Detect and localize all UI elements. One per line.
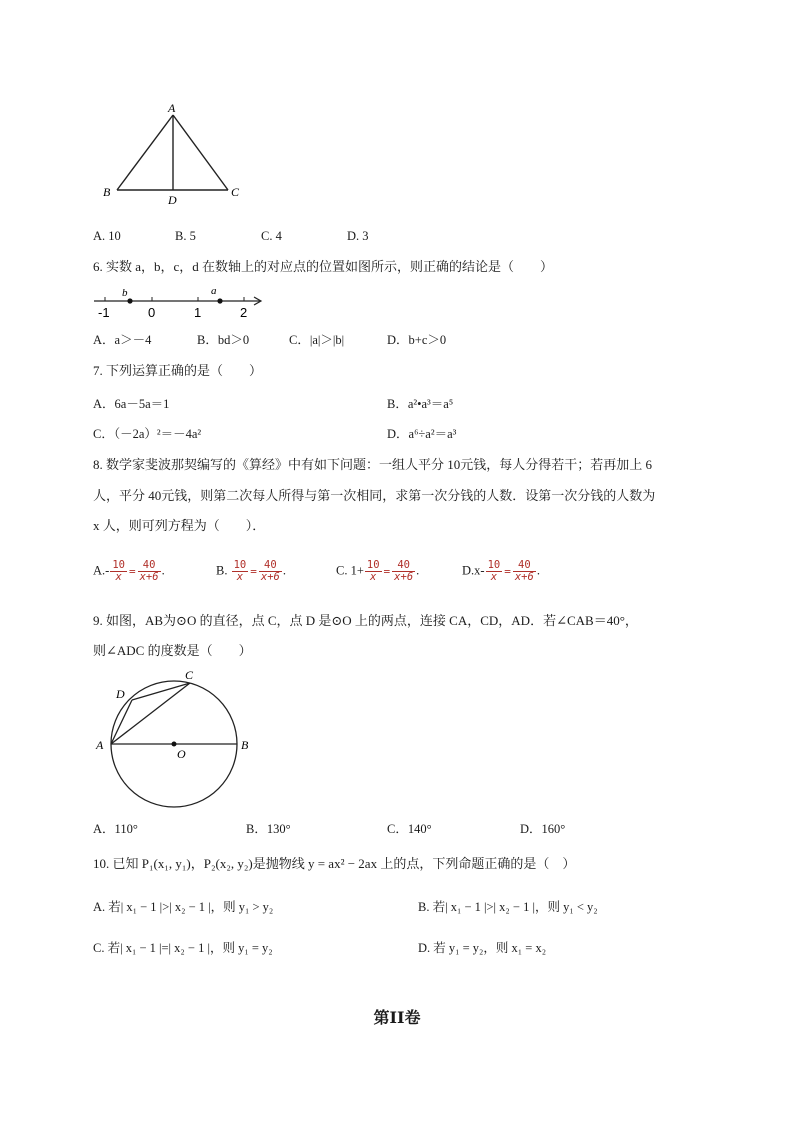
- q10-option-d[interactable]: D. 若 y₁ = y₂，则 x₁ = x₂: [418, 941, 547, 955]
- label-o: O: [177, 747, 186, 761]
- fraction: [486, 560, 503, 583]
- triangle-side-ac: [173, 115, 228, 190]
- label-c: C: [185, 668, 194, 682]
- tick-label-2: 2: [240, 305, 248, 320]
- label-b: B: [241, 738, 249, 752]
- q8-c-prefix: C. 1+: [336, 563, 364, 578]
- q9-option-d[interactable]: D．160°: [520, 822, 566, 836]
- q5-option-c[interactable]: C. 4: [261, 229, 282, 243]
- q9-option-c[interactable]: C．140°: [387, 822, 432, 836]
- point-b: [127, 298, 132, 303]
- q6-option-a[interactable]: A．a＞－4: [93, 333, 152, 347]
- fraction: [259, 560, 282, 583]
- denominator: x+6: [394, 571, 414, 583]
- equals-sign: =: [383, 564, 391, 578]
- q10-stem: 10. 已知 P₁(x₁, y₁)，P₂(x₂, y₂)是抛物线 y = ax² − 2ax 上的点，下列命题正确的是（ ）: [93, 856, 576, 871]
- q6-option-d[interactable]: D．b+c＞0: [387, 333, 447, 347]
- numerator: 10: [112, 559, 125, 571]
- period: .: [282, 563, 286, 578]
- point-b-label: b: [122, 287, 128, 299]
- chord-ad: [111, 700, 132, 744]
- center-point-o: [172, 742, 177, 747]
- fraction: [232, 560, 249, 583]
- triangle-figure: [95, 100, 255, 210]
- q7-option-d[interactable]: D．a⁶÷a²＝a³: [387, 427, 457, 441]
- label-b: B: [103, 185, 111, 199]
- q7-option-b[interactable]: B．a²•a³＝a⁵: [387, 397, 454, 411]
- period: .: [161, 563, 165, 578]
- q8-option-d[interactable]: [462, 560, 540, 583]
- q8-b-prefix: B.: [216, 563, 228, 578]
- equals-sign: =: [128, 564, 136, 578]
- numerator: 10: [233, 559, 247, 571]
- q7-stem: 7. 下列运算正确的是（ ）: [93, 363, 263, 378]
- q10-option-b[interactable]: B. 若| x₁ − 1 |>| x₂ − 1 |，则 y₁ < y₂: [418, 900, 598, 914]
- denominator: x+6: [139, 571, 159, 583]
- fraction: [138, 560, 161, 583]
- q8-d-prefix: D.x-: [462, 563, 485, 578]
- label-d: D: [116, 687, 125, 701]
- period: .: [416, 563, 420, 578]
- label-d: D: [168, 193, 177, 207]
- numerator: 40: [392, 560, 415, 572]
- fraction: [110, 560, 127, 583]
- fraction: [513, 560, 536, 583]
- q10-option-c[interactable]: C. 若| x₁ − 1 |=| x₂ − 1 |，则 y₁ = y₂: [93, 941, 273, 955]
- denominator: x+6: [514, 571, 534, 583]
- denominator: x: [236, 571, 244, 583]
- q9-option-b[interactable]: B．130°: [246, 822, 291, 836]
- q6-stem: 6. 实数 a，b，c，d 在数轴上的对应点的位置如图所示，则正确的结论是（ ）: [93, 259, 554, 274]
- tick-label-1: 1: [194, 305, 202, 320]
- q9-line-1: 9. 如图，AB为⊙O 的直径，点 C，点 D 是⊙O 上的两点，连接 CA，CD，AD．若∠CAB＝40°，: [93, 613, 638, 628]
- q5-option-b[interactable]: B. 5: [175, 229, 196, 243]
- triangle-side-ab: [117, 115, 173, 190]
- period: .: [536, 563, 540, 578]
- q9-option-a[interactable]: A．110°: [93, 822, 138, 836]
- q8-line-2: 人，平分 40元钱，则第二次每人所得与第一次相同，求第一次分钱的人数．设第一次分钱的人数为: [93, 488, 656, 503]
- point-a-label: a: [211, 285, 217, 297]
- fraction: [365, 560, 382, 583]
- q9-line-2: 则∠ADC 的度数是（ ）: [93, 643, 252, 658]
- denominator: x: [370, 571, 377, 583]
- number-line: [90, 282, 270, 320]
- numerator: 10: [366, 559, 380, 571]
- q8-line-1: 8. 数学家斐波那契编写的《算经》中有如下问题：一组人平分 10元钱，每人分得若干；若再加上 6: [93, 457, 653, 472]
- numerator: 40: [259, 560, 282, 572]
- q7-option-a[interactable]: A．6a－5a＝1: [93, 397, 170, 411]
- denominator: x: [490, 571, 498, 583]
- q7-option-c[interactable]: C．（－2a）²＝－4a²: [93, 427, 202, 441]
- denominator: x+6: [260, 571, 280, 583]
- tick-label-0: 0: [148, 305, 156, 320]
- q10-option-a[interactable]: A. 若| x₁ − 1 |>| x₂ − 1 |，则 y₁ > y₂: [93, 900, 274, 914]
- q8-a-prefix: A.-: [93, 563, 110, 578]
- q8-line-3: x 人，则可列方程为（ ）．: [93, 518, 266, 533]
- q8-option-c[interactable]: [336, 560, 419, 583]
- q5-option-d[interactable]: D. 3: [347, 229, 369, 243]
- label-a: A: [96, 738, 104, 752]
- equals-sign: =: [504, 564, 511, 578]
- equals-sign: =: [250, 564, 257, 578]
- label-a: A: [168, 101, 176, 115]
- q8-option-a[interactable]: [93, 560, 165, 583]
- circle-figure: [92, 665, 262, 810]
- chord-cd: [132, 683, 190, 700]
- q6-option-b[interactable]: B．bd＞0: [197, 333, 250, 347]
- numerator: 10: [487, 559, 501, 571]
- numerator: 40: [138, 560, 161, 572]
- label-c: C: [231, 185, 240, 199]
- fraction: [392, 560, 415, 583]
- section-title: 第II卷: [373, 1008, 421, 1027]
- denominator: x: [115, 571, 122, 583]
- q8-option-b[interactable]: [216, 560, 286, 583]
- q5-option-a[interactable]: A. 10: [93, 229, 121, 243]
- q6-option-c[interactable]: C．|a|＞|b|: [289, 333, 345, 347]
- tick-label-neg1: -1: [98, 305, 110, 320]
- numerator: 40: [513, 560, 536, 572]
- point-a: [217, 298, 222, 303]
